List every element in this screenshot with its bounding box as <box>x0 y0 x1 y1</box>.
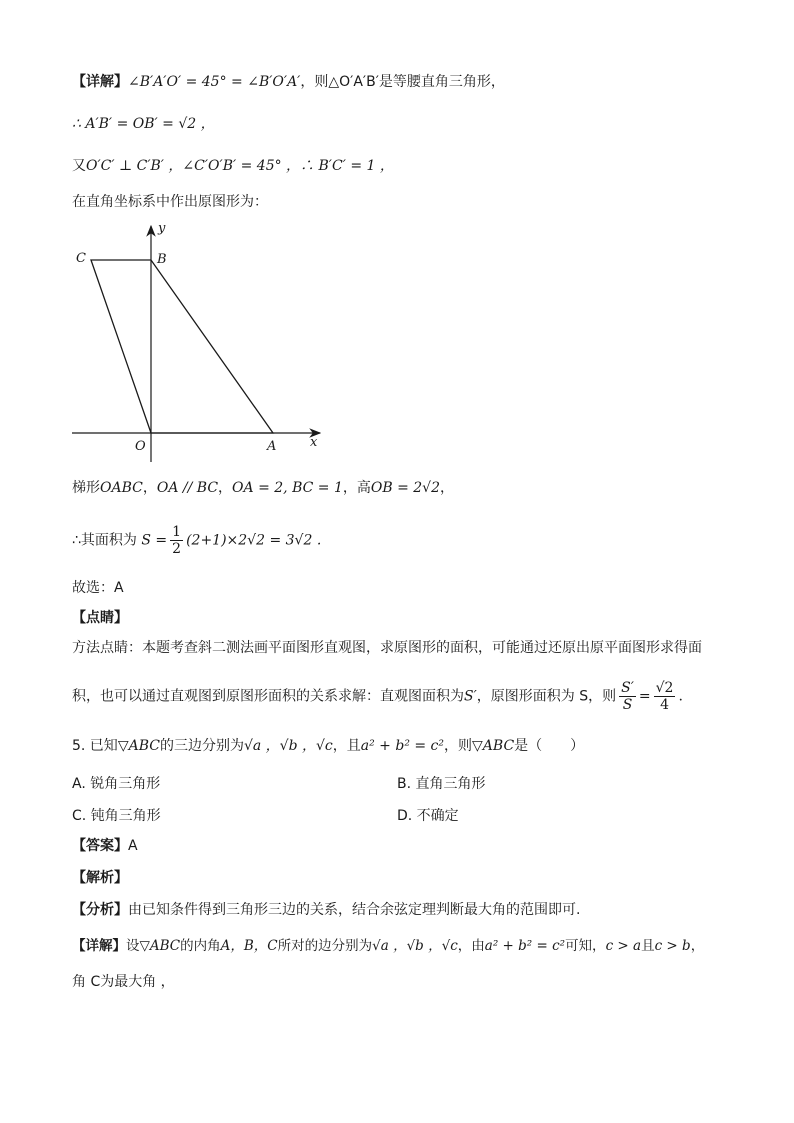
sol-pre: 设 <box>126 938 140 954</box>
sol-mid2: 所对的边分别为 <box>277 938 373 954</box>
comment-tag: 【点睛】 <box>72 610 128 626</box>
sep: ， <box>142 480 157 496</box>
fenxi-text: 由已知条件得到三角形三边的关系，结合余弦定理判断最大角的范围即可. <box>128 902 581 918</box>
fenxi-tag: 【分析】 <box>72 902 128 918</box>
side-roots: √a ，√b ，√c <box>372 938 458 954</box>
result-1: c > a <box>605 938 642 954</box>
side-lengths: OA = 2, BC = 1 <box>232 480 343 496</box>
sol-and: 且 <box>641 938 655 954</box>
answer-tag: 【答案】 <box>72 838 128 854</box>
comment-line-1: 方法点睛：本题考查斜二测法画平面图形直观图，求原图形的面积，可能通过还原出原平面图形求得面 <box>72 640 702 656</box>
sep: ，高 <box>342 480 371 496</box>
x-axis-label: x <box>310 435 318 450</box>
period: . <box>678 688 683 705</box>
detail-line-1 <box>72 72 505 92</box>
question-number: 5. 已知 <box>72 738 118 754</box>
s-prime: S′ <box>464 688 477 705</box>
solution-line <box>72 936 704 956</box>
answer-choice-line: 故选：A <box>72 580 124 596</box>
sol-mid: 的内角 <box>180 938 221 954</box>
perpendicular-equation: O′C′ ⊥ C′B′ ，∠C′O′B′ = 45° ，∴ B′C′ = 1 ， <box>86 158 394 174</box>
triangle-name: ▽ABC <box>139 938 181 954</box>
y-axis-label: y <box>158 222 166 236</box>
sol-mid4: 可知， <box>565 938 606 954</box>
answer-line <box>72 836 138 856</box>
ratio-fraction <box>619 680 636 713</box>
angle-equation: ∠B′A′O′ = 45° = ∠B′O′A′ <box>128 74 301 90</box>
sep: ， <box>218 480 233 496</box>
root2-fraction <box>654 680 676 713</box>
question-5 <box>72 736 584 756</box>
half-fraction <box>170 524 183 557</box>
detail-line-6 <box>72 524 321 557</box>
triangle-name: ▽ABC <box>472 738 515 754</box>
analysis-tag: 【解析】 <box>72 870 128 886</box>
option-b[interactable]: B. 直角三角形 <box>397 776 486 792</box>
point-o-label: O <box>135 439 146 454</box>
frac-denominator: 2 <box>172 541 182 557</box>
frac-numerator: √2 <box>655 680 674 696</box>
option-a[interactable]: A. 锐角三角形 <box>72 776 161 792</box>
detail-line-3 <box>72 156 394 176</box>
detail-text: ，则△O′A′B′是等腰直角三角形， <box>300 74 505 90</box>
equals: = <box>638 688 651 705</box>
area-rhs: (2+1)×2√2 = 3√2 . <box>186 532 322 549</box>
comment-text: 积，也可以通过直观图到原图形面积的关系求解：直观图面积为 <box>72 688 464 705</box>
comment-line-2 <box>72 680 683 713</box>
analysis-line <box>72 900 580 920</box>
parallel-relation: OA // BC <box>156 480 219 496</box>
pythagorean-condition: a² + b² = c² <box>484 938 566 954</box>
conclusion-line: 角 C为最大角 ， <box>72 974 175 990</box>
comment-mid: ，原图形面积为 S，则 <box>476 688 617 705</box>
q5-cond-pre: ，且 <box>332 738 361 754</box>
q5-ask: 是（ ） <box>514 738 585 754</box>
frac-denominator: S <box>622 697 633 713</box>
area-lhs: S = <box>141 532 168 549</box>
sol-end: ， <box>690 938 705 954</box>
frac-denominator: 4 <box>660 697 670 713</box>
solution-tag: 【详解】 <box>72 938 126 954</box>
result-2: c > b <box>654 938 691 954</box>
answer-value: A <box>128 838 138 854</box>
trapezoid-oabc <box>91 260 273 433</box>
detail-line-4: 在直角坐标系中作出原图形为： <box>72 194 268 210</box>
detail-line-2 <box>72 114 215 134</box>
triangle-name: ▽ABC <box>117 738 160 754</box>
sep: ， <box>440 480 455 496</box>
q5-cond-post: ，则 <box>444 738 473 754</box>
trapezoid-name: OABC <box>100 480 143 496</box>
option-d[interactable]: D. 不确定 <box>397 808 459 824</box>
q5-mid: 的三边分别为 <box>159 738 244 754</box>
sol-mid3: ，由 <box>457 938 485 954</box>
frac-numerator: S′ <box>621 680 634 696</box>
frac-numerator: 1 <box>172 524 182 540</box>
length-equation: ∴ A′B′ = OB′ = √2 ， <box>72 116 215 132</box>
detail-tag: 【详解】 <box>72 74 128 90</box>
option-c[interactable]: C. 钝角三角形 <box>72 808 161 824</box>
pythagorean-condition: a² + b² = c² <box>360 738 445 754</box>
detail-line-5 <box>72 478 454 498</box>
line5-prefix: 梯形 <box>72 480 100 496</box>
line3-prefix: 又 <box>72 158 86 174</box>
coordinate-figure <box>62 222 342 472</box>
height-value: OB = 2√2 <box>370 480 441 496</box>
point-b-label: B <box>157 252 167 267</box>
point-c-label: C <box>76 251 86 266</box>
angles: A，B，C <box>220 938 278 954</box>
side-roots: √a ，√b ，√c <box>243 738 333 754</box>
point-a-label: A <box>267 439 277 454</box>
area-prefix: ∴其面积为 <box>72 532 137 549</box>
